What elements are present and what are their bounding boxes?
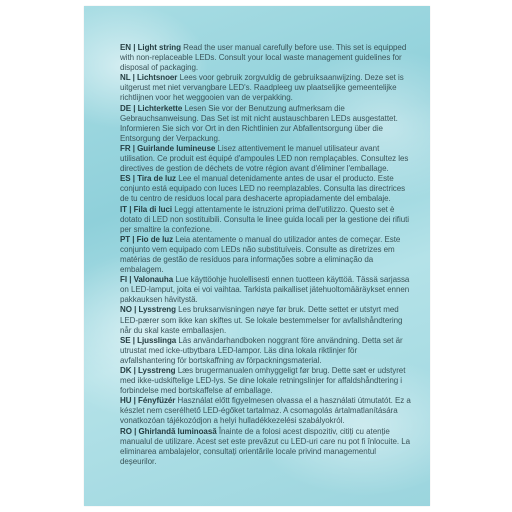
entry-text: Read the user manual carefully before use. This set is equipped with non-replaceable LEDs. Consult your local waste management guidelines for disposal of packaging. [120, 43, 407, 73]
entry-dk [120, 366, 414, 396]
entry-no [120, 305, 414, 335]
entry-heading: HU | Fényfüzér [120, 396, 176, 406]
entry-text: Lee el manual detenidamente antes de usar el producto. Este conjunto está equipado con luces LED no reemplazables. Consulta las directrices de tu centro de residuos local para deshacerte apropiadamente del embalaje. [120, 174, 406, 204]
entry-se [120, 336, 414, 366]
entry-it [120, 205, 414, 235]
entry-heading: NL | Lichtsnoer [120, 73, 178, 83]
entry-es [120, 174, 414, 204]
entry-text: Használat előtt figyelmesen olvassa el a használati útmutatót. Ez a készlet nem cserélhető LED-égőket tartalmaz. A csomagolás ártalmatlanítására vonatkozóan tájékozódjon a helyi hulladékkezelési szabályokról. [120, 396, 411, 426]
entry-heading: EN | Light string [120, 43, 181, 52]
entry-text: Les bruksanvisningen nøye før bruk. Dette settet er utstyrt med LED-pærer som ikke kan skiftes ut. Se lokale bestemmelser for avfallshåndtering når du skal kaste emballasjen. [120, 305, 403, 335]
entry-heading: DK | Lysstreng [120, 366, 176, 375]
entry-text: Læs brugermanualen omhyggeligt før brug. Dette sæt er udstyret med ikke-udskiftelige LED-lys. Se dine lokale retningslinjer for affaldshåndtering i forbindelse med bortskaffelse af emballage. [120, 366, 406, 396]
entry-fi [120, 275, 414, 305]
entry-en [120, 43, 414, 73]
entry-heading: ES | Tira de luz [120, 174, 176, 184]
entry-heading: FR | Guirlande lumineuse [120, 143, 216, 153]
entry-de [120, 104, 414, 144]
entry-ro [120, 427, 414, 467]
entry-pt [120, 235, 414, 275]
entry-heading: DE | Lichterkette [120, 103, 183, 113]
entry-text: Lesen Sie vor der Benutzung aufmerksam die Gebrauchsanweisung. Das Set ist mit nicht austauschbaren LEDs ausgestattet. Informieren Sie sich vor Ort in den Richtlinien zur Abfallentsorgung über die Entsorgung der Verpackung. [120, 103, 398, 143]
entry-nl [120, 73, 414, 103]
entry-text: Leia atentamente o manual do utilizador antes de começar. Este conjunto vem equipado com LEDs não substituíveis. Consulte as diretrizes em matérias de gestão de resíduos para informações sobre a eliminação da embalagem. [120, 234, 401, 275]
entry-heading: IT | Fila di luci [120, 204, 173, 214]
entry-hu [120, 396, 414, 426]
entry-fr [120, 144, 414, 174]
entry-text: Lue käyttöohje huolellisesti ennen tuotteen käyttöä. Tässä sarjassa on LED-lamput, joita ei voi vaihtaa. Tarkista paikalliset jätehuoltomääräykset ennen pakkauksen hävitystä. [120, 275, 410, 305]
entry-text: Înainte de a folosi acest dispozitiv, citiți cu atenție manualul de utilizare. Acest set este prevăzut cu LED-uri care nu pot fi înlocuite. La eliminarea ambalajelor, consultați orientările locale privind managementul deșeurilor. [120, 426, 411, 466]
entry-text: Läs användarhandboken noggrant före användning. Detta set är utrustat med icke-utbytbara LED-lampor. Läs dina lokala riktlinjer för avfallshantering för bortskaffning av förpackningsmaterial. [120, 335, 403, 365]
entry-heading: RO | Ghirlandă luminoasă [120, 426, 217, 436]
instruction-leaflet [84, 6, 430, 506]
entry-heading: PT | Fio de luz [120, 234, 174, 244]
entry-heading: NO | Lysstreng [120, 305, 176, 315]
entry-text: Lees voor gebruik zorgvuldig de gebruiksaanwijzing. Deze set is uitgerust met niet vervangbare LED's. Raadpleeg uw plaatselijke gemeentelijke richtlijnen voor het weggooien van de verpakking. [120, 73, 404, 103]
entry-heading: SE | Ljusslinga [120, 335, 177, 345]
entry-text: Leggi attentamente le istruzioni prima dell'utilizzo. Questo set è dotato di LED non sostituibili. Consulta le linee guida locali per la gestione dei rifiuti per smaltire la confezione. [120, 204, 410, 234]
entry-heading: FI | Valonauha [120, 275, 174, 285]
entry-text: Lisez attentivement le manuel utilisateur avant utilisation. Ce produit est équipé d'ampoules LED non remplaçables. Consultez les directives de gestion de déchets de votre région avant d'éliminer l'emballage. [120, 143, 409, 174]
